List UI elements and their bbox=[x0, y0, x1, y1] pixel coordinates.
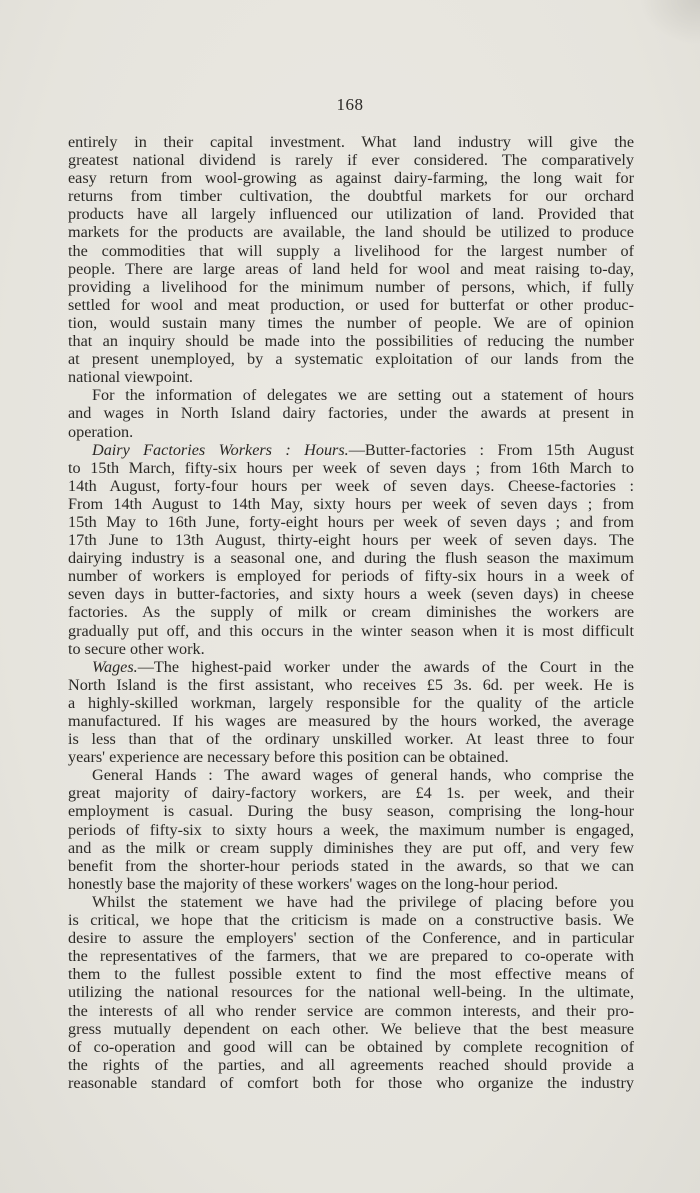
text-line: periods of fifty-six to sixty hours a week, the maximum number is engaged, bbox=[68, 820, 634, 839]
text-line: factories. As the supply of milk or cream diminishes the workers are bbox=[68, 603, 634, 622]
text-line: benefit from the shorter-hour periods stated in the awards, so that we can bbox=[68, 856, 634, 875]
text-line: a highly-skilled workman, largely responsible for the quality of the article bbox=[68, 693, 634, 712]
text-line: honestly base the majority of these workers' wages on the long-hour period. bbox=[68, 874, 559, 893]
text-line: markets for the products are available, the land should be utilized to produce bbox=[68, 223, 634, 242]
text-line: is critical, we hope that the criticism is made on a constructive basis. We bbox=[68, 911, 634, 930]
body-text bbox=[68, 133, 634, 1092]
text-line: years' experience are necessary before this position can be obtained. bbox=[68, 748, 509, 767]
paragraph-start-line: Wages.—The highest-paid worker under the awards of the Court in the bbox=[92, 657, 634, 676]
text-line: people. There are large areas of land held for wool and meat raising to-day, bbox=[68, 259, 634, 278]
text-line: providing a livelihood for the minimum number of persons, which, if fully bbox=[68, 277, 634, 296]
text-line: national viewpoint. bbox=[68, 368, 193, 387]
text-line: seven days in butter-factories, and sixty hours a week (seven days) in cheese bbox=[68, 585, 634, 604]
page-number: 168 bbox=[336, 95, 364, 114]
text-line: and as the milk or cream supply diminishes they are put off, and very few bbox=[68, 838, 634, 857]
text-line: From 14th August to 14th May, sixty hours per week of seven days ; from bbox=[68, 494, 634, 513]
paragraph-start-line: For the information of delegates we are setting out a statement of hours bbox=[92, 386, 634, 405]
text-line: products have all largely influenced our utilization of land. Provided that bbox=[68, 205, 634, 224]
text-line: greatest national dividend is rarely if ever considered. The comparatively bbox=[68, 151, 634, 170]
italic-heading: Wages. bbox=[92, 657, 138, 676]
text-line: and wages in North Island dairy factories, under the awards at present in bbox=[68, 404, 634, 423]
text-line: entirely in their capital investment. What land industry will give the bbox=[68, 133, 634, 151]
text-line: dairying industry is a seasonal one, and during the flush season the maximum bbox=[68, 549, 634, 568]
paragraph-start-line: Whilst the statement we have had the privilege of placing before you bbox=[92, 892, 634, 911]
paragraph-start-line: Dairy Factories Workers : Hours.—Butter-factories : From 15th August bbox=[92, 440, 634, 459]
text-line: of co-operation and good will can be obtained by complete recognition of bbox=[68, 1037, 634, 1056]
text-line: is less than that of the ordinary unskilled worker. At least three to four bbox=[68, 730, 634, 749]
text-line: easy return from wool-growing as against dairy-farming, the long wait for bbox=[68, 169, 634, 188]
text-line: gress mutually dependent on each other. We believe that the best measure bbox=[68, 1019, 634, 1038]
text-line: the commodities that will supply a livelihood for the largest number of bbox=[68, 241, 634, 260]
text-line: the rights of the parties, and all agreements reached should provide a bbox=[68, 1055, 634, 1074]
text-line: manufactured. If his wages are measured by the hours worked, the average bbox=[68, 712, 634, 730]
text-line: that an inquiry should be made into the possibilities of reducing the number bbox=[68, 332, 634, 351]
text-line: operation. bbox=[68, 422, 134, 441]
text-line: to 15th March, fifty-six hours per week of seven days ; from 16th March to bbox=[68, 458, 634, 477]
text-line: tion, would sustain many times the number of people. We are of opinion bbox=[68, 313, 634, 332]
text-line: desire to assure the employers' section of the Conference, and in particular bbox=[68, 929, 634, 948]
text-line: 17th June to 13th August, thirty-eight hours per week of seven days. The bbox=[68, 531, 634, 550]
text-line: employment is casual. During the busy season, comprising the long-hour bbox=[68, 802, 634, 821]
text-line: to secure other work. bbox=[68, 639, 205, 658]
text-line: reasonable standard of comfort both for those who organize the industry bbox=[68, 1073, 634, 1092]
paragraph-start-line: General Hands : The award wages of general hands, who comprise the bbox=[92, 766, 634, 785]
text-line: at present unemployed, by a systematic exploitation of our lands from the bbox=[68, 350, 634, 369]
text-line: 14th August, forty-four hours per week of seven days. Cheese-factories : bbox=[68, 476, 634, 495]
text-line: 15th May to 16th June, forty-eight hours per week of seven days ; and from bbox=[68, 512, 634, 531]
text-line: returns from timber cultivation, the doubtful markets for our orchard bbox=[68, 187, 634, 206]
text-line: great majority of dairy-factory workers, are £4 1s. per week, and their bbox=[68, 784, 634, 803]
text-line: North Island is the first assistant, who receives £5 3s. 6d. per week. He is bbox=[68, 675, 634, 694]
paper-stain bbox=[640, 0, 700, 45]
text-line: the representatives of the farmers, that we are prepared to co-operate with bbox=[68, 947, 634, 966]
text-line: the interests of all who render service are common interests, and their pro- bbox=[68, 1001, 634, 1020]
text-line: them to the fullest possible extent to find the most effective means of bbox=[68, 965, 634, 984]
text-line: settled for wool and meat production, or used for butterfat or other produc- bbox=[68, 295, 634, 314]
text-line: gradually put off, and this occurs in the winter season when it is most difficult bbox=[68, 621, 634, 640]
text-line: number of workers is employed for periods of fifty-six hours in a week of bbox=[68, 567, 634, 586]
italic-heading: Dairy Factories Workers : Hours. bbox=[92, 440, 349, 459]
text-line: utilizing the national resources for the national well-being. In the ultimate, bbox=[68, 983, 634, 1002]
